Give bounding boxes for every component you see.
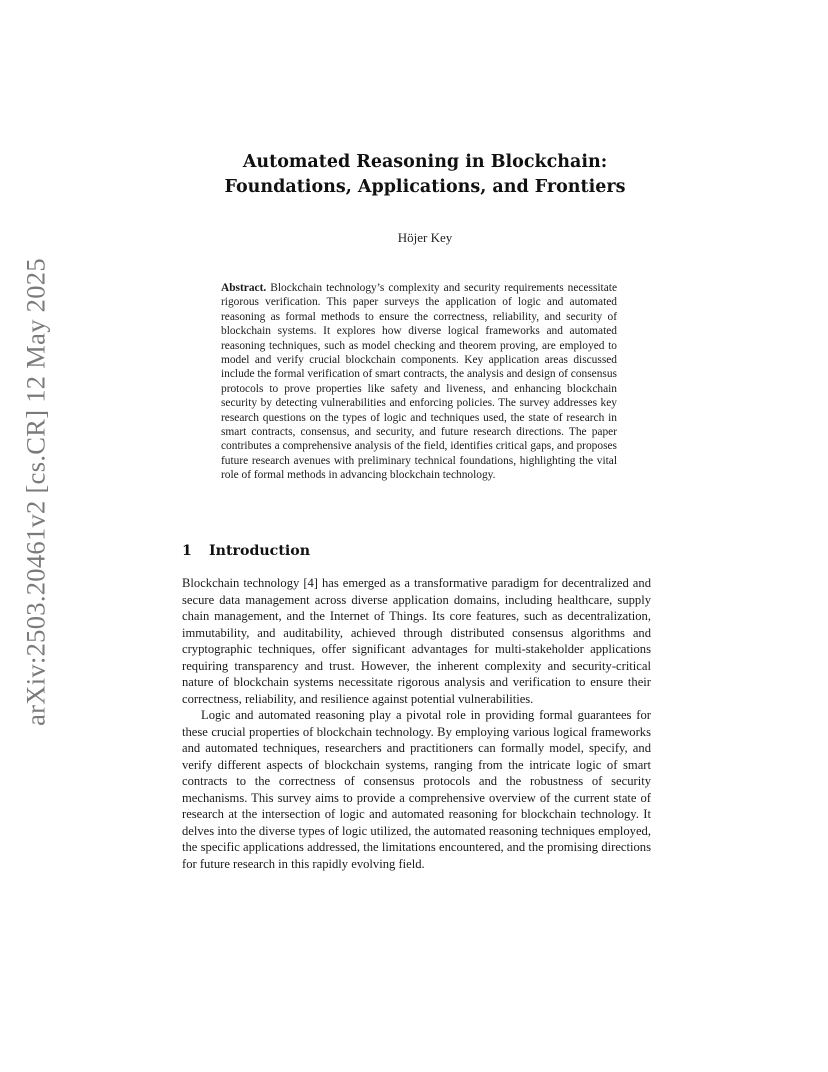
section-heading bbox=[182, 543, 310, 559]
title-line-1: Automated Reasoning in Blockchain: bbox=[242, 152, 608, 172]
title-line-2: Foundations, Applications, and Frontiers bbox=[224, 177, 626, 197]
abstract bbox=[221, 281, 617, 483]
abstract-label: Abstract. bbox=[221, 282, 267, 294]
section-title: Introduction bbox=[209, 543, 311, 559]
arxiv-identifier-text: arXiv:2503.20461v2 [cs.CR] 12 May 2025 bbox=[20, 258, 51, 726]
paragraph: Logic and automated reasoning play a pivotal role in providing formal guarantees for these crucial properties of blockchain technology. By employing various logical frameworks and automated techniques, researchers and practitioners can formally model, specify, and verify different aspects of blockchain systems, ranging from the intricate logic of smart contracts to the correctness of consensus protocols and the robustness of security mechanisms. This survey aims to provide a comprehensive overview of the current state of research at the intersection of logic and automated reasoning for blockchain technology. It delves into the diverse types of logic utilized, the automated reasoning techniques employed, the specific applications addressed, the limitations encountered, and the promising directions for future research in this rapidly evolving field. bbox=[182, 708, 651, 871]
abstract-text: Blockchain technology’s complexity and security requirements necessitate rigorous verification. This paper surveys the application of logic and automated reasoning as formal methods to ensure the correctness, reliability, and security of blockchain systems. It explores how diverse logical frameworks and automated reasoning techniques, such as model checking and theorem proving, are employed to model and verify crucial blockchain components. Key application areas discussed include the formal verification of smart contracts, the analysis and design of consensus protocols to prove properties like safety and liveness, and enhancing blockchain security by detecting vulnerabilities and enforcing policies. The survey addresses key research questions on the types of logic and techniques used, the state of research in smart contracts, consensus, and security, and future research directions. The paper contributes a comprehensive analysis of the field, identifies critical gaps, and proposes future research avenues with preliminary technical foundations, highlighting the vital role of formal methods in advancing blockchain technology. bbox=[221, 282, 617, 482]
paper-title bbox=[180, 150, 670, 200]
section-body bbox=[182, 575, 651, 872]
paragraph: Blockchain technology [4] has emerged as a transformative paradigm for decentralized and secure data management across diverse application domains, including healthcare, supply chain management, and the Internet of Things. Its core features, such as decentralization, immutability, and auditability, achieved through distributed consensus algorithms and cryptographic techniques, offer significant advantages for multi-stakeholder applications requiring transparency and trust. However, the inherent complexity and security-critical nature of blockchain systems necessitate rigorous analysis and verification to ensure their correctness, reliability, and resilience against potential vulnerabilities. bbox=[182, 576, 651, 706]
author-name: Höjer Key bbox=[397, 230, 453, 245]
section-number: 1 bbox=[182, 543, 192, 559]
